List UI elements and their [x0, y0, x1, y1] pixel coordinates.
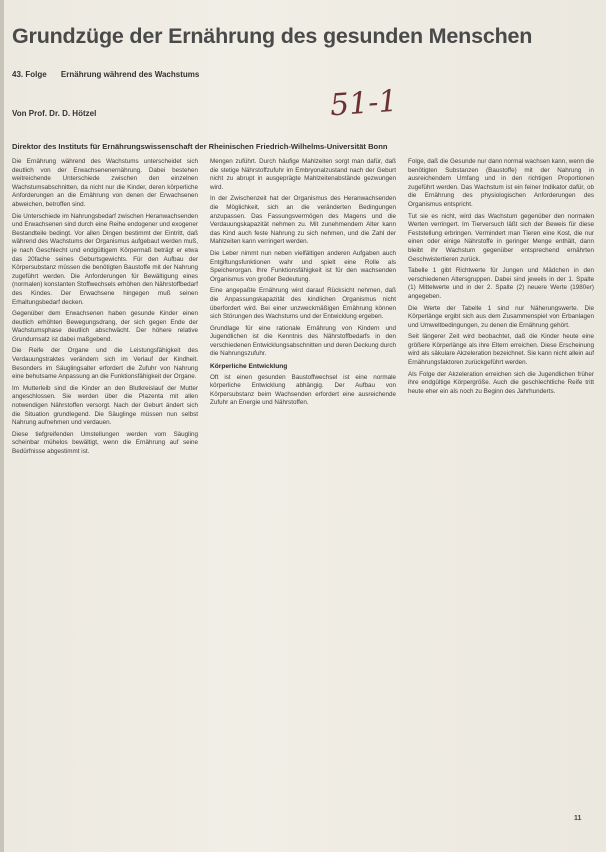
- paragraph: Mengen zuführt. Durch häufige Mahlzeiten sorgt man dafür, daß die stetige Nährstoffzufuhr im Embryonalzustand nach der Geburt nicht zu abrupt in ausgeprägte Mahlzeitenabstände gezwungen wird.: [210, 158, 396, 191]
- paragraph: Im Mutterleib sind die Kinder an den Blutkreislauf der Mutter angeschlossen. Sie werden über die Plazenta mit allen notwendigen Nährstoffen versorgt. Nach der Geburt ändert sich die Situation grundlegend. Die Säuglinge müssen nun selbst Nahrung aufnehmen und verdauen.: [12, 384, 198, 427]
- handwritten-note: 51-1: [328, 83, 399, 124]
- paragraph: Die Werte der Tabelle 1 sind nur Näherungswerte. Die Körperlänge ergibt sich aus dem Zusammenspiel von Erbanlagen und Umweltbedingungen, zu denen die Ernährung gehört.: [408, 304, 594, 329]
- paragraph: Gegenüber dem Erwachsenen haben gesunde Kinder einen deutlich erhöhten Bewegungsdrang, der sich gegen Ende der Wachstumsphase deutlich abschwächt. Der höhere relative Grundumsatz ist dabei maßgebend.: [12, 310, 198, 343]
- paragraph: Eine angepaßte Ernährung wird darauf Rücksicht nehmen, daß die Anpassungskapazität des kindlichen Organismus nicht überfordert wird. Bei einer unzweckmäßigen Ernährung können sich Störungen des Wachstums und der Entwicklung ergeben.: [210, 287, 396, 321]
- institute-line: Direktor des Instituts für Ernährungswissenschaft der Rheinischen Friedrich-Wilhelms-Universität Bonn: [12, 142, 388, 151]
- paragraph: Die Ernährung während des Wachstums unterscheidet sich deutlich von der Erwachsenenernährung. Dabei bestehen weitreichende Unterschiede zwischen den einzelnen Wachstumsabschnitten, da nicht nur die Kinder, deren körperliche Anforderungen an die Ernährung von denen der Erwachsenen abweichen, betroffen sind.: [12, 158, 198, 208]
- paragraph: Folge, daß die Gesunde nur dann normal wachsen kann, wenn die benötigten Substanzen (Baustoffe) mit der Nahrung in ausreichendem Umfang und in den richtigen Proportionen zugeführt werden. Das Wachstum ist ein feiner Indikator dafür, ob die Ernährung des physiologischen Anforderungen des Organismus entspricht.: [408, 158, 594, 208]
- paragraph: Oft ist einen gesunden Baustoffwechsel ist eine normale körperliche Entwicklung abhängig. Der Aufbau von Körpersubstanz beim Wachsenden erfordert eine ausreichende Zufuhr an Energie und Nährstoffen.: [210, 373, 396, 407]
- paragraph: In der Zwischenzeit hat der Organismus des Heranwachsenden die Möglichkeit, sich an die veränderten Bedingungen anzupassen. Das Fassungsvermögen des Magens und die Verdauungskapazität nehmen zu. Mit zunehmendem Alter kann das Kind auch feste Nahrung zu sich nehmen, und die Zahl der Mahlzeiten kann verringert werden.: [210, 195, 396, 246]
- paragraph: Grundlage für eine rationale Ernährung von Kindern und Jugendlichen ist die Kenntnis des Nährstoffbedarfs in den verschiedenen Entwicklungsabschnitten und deren Deckung durch die Nahrungszufuhr.: [210, 324, 396, 358]
- paragraph: Als Folge der Akzeleration erreichen sich die Jugendlichen früher ihre endgültige Körpergröße. Auch die geschlechtliche Reife tritt heute eher ein als noch zu Beginn des Jahrhunderts.: [408, 370, 594, 395]
- series-line: [12, 70, 199, 79]
- paragraph: Tabelle 1 gibt Richtwerte für Jungen und Mädchen in den verschiedenen Altersgruppen. Dabei sind jeweils in der 1. Spalte (1) Mittelwerte und in der 2. Spalte (2) neuere Werte (1980er) angegeben.: [408, 267, 594, 300]
- text-column-3: [408, 158, 594, 813]
- paragraph: Tut sie es nicht, wird das Wachstum gegenüber den normalen Werten verringert. Im Tierversuch läßt sich der Beweis für diese Feststellung erbringen. Vermindert man Tieren eine Kost, die nur einen oder einige Nährstoffe in geringer Menge enthält, dann bleibt ihr Wachstum gegenüber entsprechend ernährten Geschwistertieren zurück.: [408, 212, 594, 263]
- text-column-2: [210, 158, 396, 813]
- paragraph: Diese tiefgreifenden Umstellungen werden vom Säugling scheinbar mühelos bewältigt, wenn die Ernährung auf seine Bedürfnisse abgestimmt ist.: [12, 430, 198, 455]
- series-number: 43. Folge: [12, 70, 47, 79]
- body-columns: [12, 158, 594, 813]
- section-heading: Körperliche Entwicklung: [210, 363, 288, 371]
- paragraph: Seit längerer Zeit wird beobachtet, daß die Kinder heute eine größere Körperlänge als ihre Eltern erreichen. Diese Erscheinung wird als säkulare Akzeleration bezeichnet. Sie kann nicht allein auf Ernährungsfaktoren zurückgeführt werden.: [408, 333, 594, 367]
- page-edge: [0, 0, 4, 852]
- author-line: Von Prof. Dr. D. Hötzel: [12, 109, 97, 118]
- paragraph: Die Leber nimmt nun neben vielfältigen anderen Aufgaben auch Entgiftungsfunktionen wahr und spielt eine Rolle als Speicherorgan. Ihre Funktionsfähigkeit ist für den wachsenden Organismus von großer Bedeutung.: [210, 249, 396, 283]
- paragraph: Die Unterschiede im Nahrungsbedarf zwischen Heranwachsenden und Erwachsenen sind durch eine Reihe endogener und exogener Bestandteile bedingt. Vor allen Dingen bestimmt der Eintritt, daß während des Wachstums der Organismus aufgebaut werden muß, je nach Geschlecht und endgültigem Körpermaß beträgt er etwa das 20fache seines Geburtsgewichts. Für den Aufbau der Körpersubstanz müssen die benötigten Baustoffe mit der Nahrung zugeführt werden. Die Anforderungen für Bewältigung eines (normalen) konstanten Stoffwechsels erhöhen den Nährstoffbedarf des Kindes. Der Erwachsene hingegen muß seinen Erhaltungsbedarf decken.: [12, 212, 198, 306]
- text-column-1: [12, 158, 198, 813]
- series-title: Ernährung während des Wachstums: [60, 70, 200, 79]
- page-number: 11: [574, 815, 582, 822]
- article-title: Grundzüge der Ernährung des gesunden Menschen: [12, 24, 533, 48]
- paragraph: Die Reife der Organe und die Leistungsfähigkeit des Verdauungstraktes verändern sich im Verlauf der Kindheit. Besonders im Säuglingsalter erfordert die Zufuhr von Nahrung eine behutsame Anpassung an die Funktionsfähigkeit der Organe.: [12, 347, 198, 381]
